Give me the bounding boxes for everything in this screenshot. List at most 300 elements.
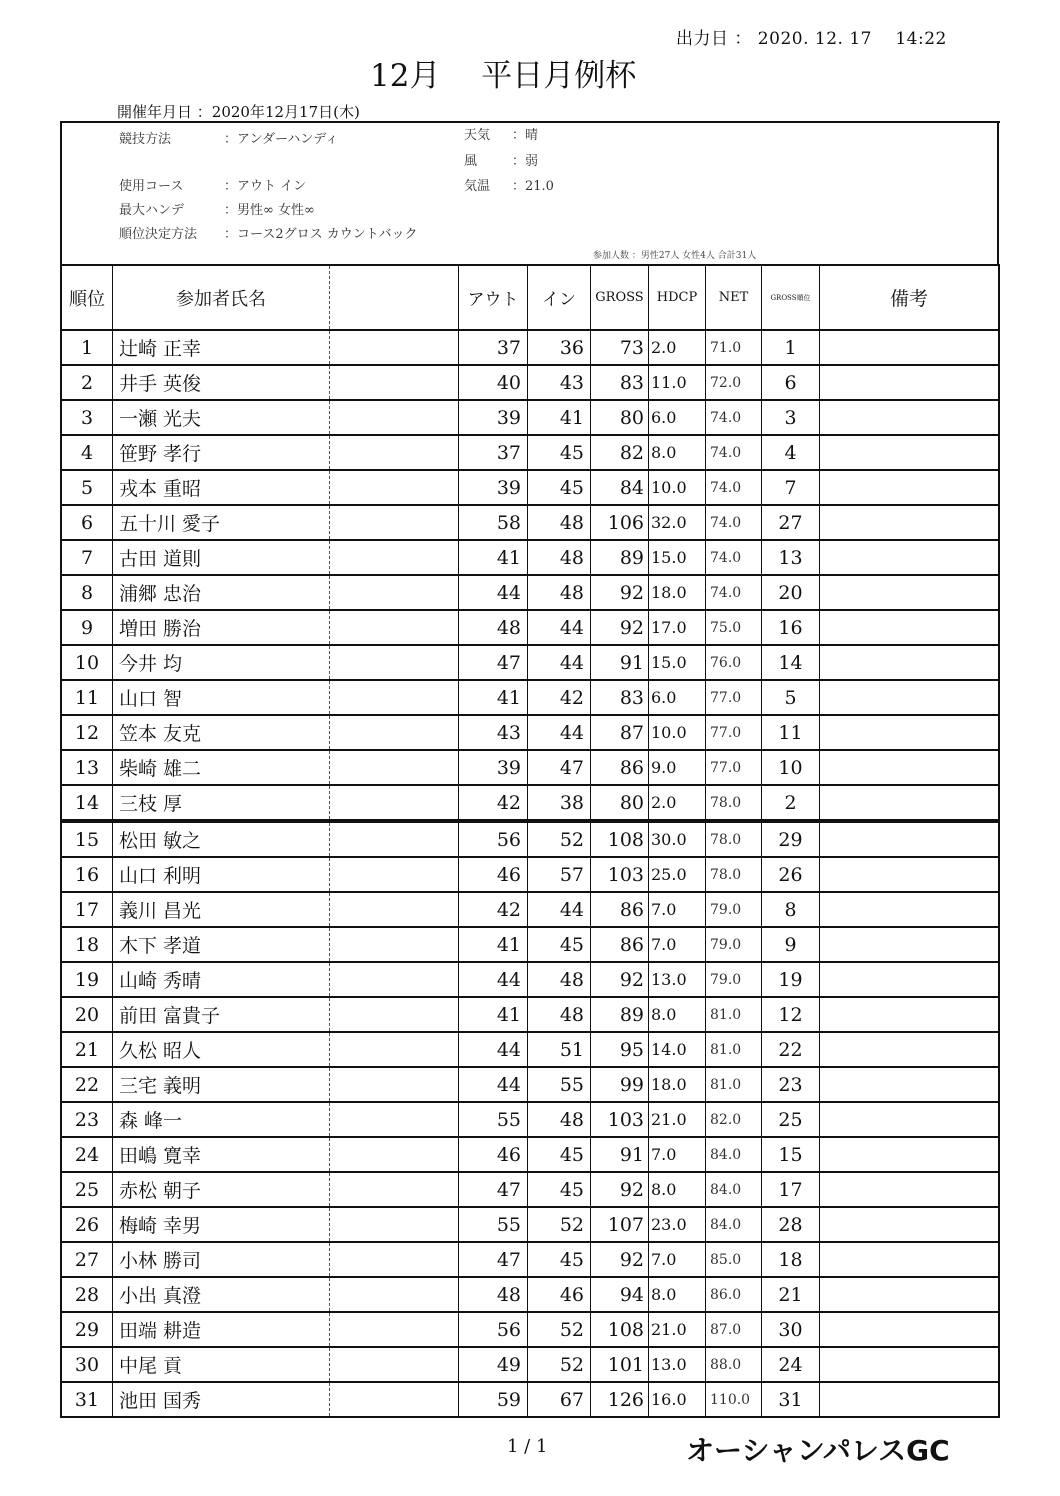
cell-name: 今井 均 xyxy=(113,645,330,680)
cell-gross: 86 xyxy=(591,750,649,785)
cell-rank: 11 xyxy=(61,680,113,715)
cell-rank: 1 xyxy=(61,330,113,365)
cell-hdcp: 21.0 xyxy=(649,1312,706,1347)
cell-net: 75.0 xyxy=(706,610,762,645)
cell-net: 85.0 xyxy=(706,1242,762,1277)
cell-net: 77.0 xyxy=(706,715,762,750)
event-date-value: ：2020年12月17日(木) xyxy=(196,103,360,121)
cell-out: 46 xyxy=(459,857,528,892)
cell-gross: 80 xyxy=(591,785,649,821)
cell-net: 71.0 xyxy=(706,330,762,365)
col-header-in: イン xyxy=(528,265,591,330)
cell-in: 48 xyxy=(528,997,591,1032)
cell-gross-rank: 19 xyxy=(762,962,820,997)
cell-in: 44 xyxy=(528,645,591,680)
cell-out: 49 xyxy=(459,1347,528,1382)
cell-net: 79.0 xyxy=(706,892,762,927)
table-row xyxy=(61,505,999,540)
cell-out: 48 xyxy=(459,1277,528,1312)
cell-spacer xyxy=(330,857,459,892)
cell-gross: 95 xyxy=(591,1032,649,1067)
cell-spacer xyxy=(330,540,459,575)
cell-name: 浦郷 忠治 xyxy=(113,575,330,610)
weather-temperature xyxy=(464,175,554,194)
cell-in: 45 xyxy=(528,435,591,470)
cell-out: 37 xyxy=(459,435,528,470)
cell-gross-rank: 26 xyxy=(762,857,820,892)
cell-hdcp: 7.0 xyxy=(649,927,706,962)
cell-hdcp: 32.0 xyxy=(649,505,706,540)
col-header-net: NET xyxy=(706,265,762,330)
table-row xyxy=(61,1347,999,1382)
cell-net: 82.0 xyxy=(706,1102,762,1137)
cell-gross-rank: 30 xyxy=(762,1312,820,1347)
cell-net: 74.0 xyxy=(706,505,762,540)
cell-in: 67 xyxy=(528,1382,591,1417)
cell-rank: 10 xyxy=(61,645,113,680)
cell-note xyxy=(820,857,1000,892)
cell-gross-rank: 12 xyxy=(762,997,820,1032)
info-ranking-method xyxy=(119,223,418,242)
cell-in: 52 xyxy=(528,821,591,857)
cell-hdcp: 25.0 xyxy=(649,857,706,892)
info-label: 順位決定方法 xyxy=(119,227,198,242)
cell-rank: 27 xyxy=(61,1242,113,1277)
cell-out: 47 xyxy=(459,1242,528,1277)
table-row xyxy=(61,1102,999,1137)
cell-note xyxy=(820,1207,1000,1242)
table-row xyxy=(61,1137,999,1172)
cell-gross: 87 xyxy=(591,715,649,750)
cell-net: 79.0 xyxy=(706,962,762,997)
col-header-gross: GROSS xyxy=(591,265,649,330)
cell-in: 52 xyxy=(528,1207,591,1242)
cell-in: 51 xyxy=(528,1032,591,1067)
cell-hdcp: 7.0 xyxy=(649,1137,706,1172)
cell-hdcp: 13.0 xyxy=(649,962,706,997)
cell-spacer xyxy=(330,505,459,540)
cell-note xyxy=(820,575,1000,610)
cell-gross-rank: 16 xyxy=(762,610,820,645)
cell-gross: 91 xyxy=(591,1137,649,1172)
cell-note xyxy=(820,1382,1000,1417)
cell-note xyxy=(820,540,1000,575)
cell-rank: 22 xyxy=(61,1067,113,1102)
cell-spacer xyxy=(330,330,459,365)
cell-out: 42 xyxy=(459,785,528,821)
competition-info-box xyxy=(60,121,999,265)
cell-name: 赤松 朝子 xyxy=(113,1172,330,1207)
cell-rank: 3 xyxy=(61,400,113,435)
cell-gross-rank: 8 xyxy=(762,892,820,927)
cell-note xyxy=(820,821,1000,857)
cell-spacer xyxy=(330,435,459,470)
info-value: ：コース2グロス カウントバック xyxy=(224,227,418,242)
table-row xyxy=(61,1067,999,1102)
event-date-label: 開催年月日 xyxy=(117,103,193,121)
cell-note xyxy=(820,1242,1000,1277)
col-header-name: 参加者氏名 xyxy=(113,265,330,330)
cell-gross: 92 xyxy=(591,610,649,645)
weather-wind xyxy=(464,150,538,169)
cell-gross-rank: 10 xyxy=(762,750,820,785)
cell-gross-rank: 17 xyxy=(762,1172,820,1207)
weather-label: 風 xyxy=(464,154,478,169)
cell-name: 木下 孝道 xyxy=(113,927,330,962)
cell-in: 45 xyxy=(528,470,591,505)
table-row xyxy=(61,365,999,400)
cell-rank: 20 xyxy=(61,997,113,1032)
cell-hdcp: 11.0 xyxy=(649,365,706,400)
cell-note xyxy=(820,1137,1000,1172)
cell-spacer xyxy=(330,645,459,680)
cell-out: 40 xyxy=(459,365,528,400)
cell-hdcp: 6.0 xyxy=(649,680,706,715)
cell-gross: 86 xyxy=(591,892,649,927)
cell-out: 41 xyxy=(459,997,528,1032)
cell-name: 久松 昭人 xyxy=(113,1032,330,1067)
cell-out: 41 xyxy=(459,927,528,962)
cell-net: 74.0 xyxy=(706,575,762,610)
cell-in: 44 xyxy=(528,715,591,750)
cell-rank: 7 xyxy=(61,540,113,575)
cell-net: 72.0 xyxy=(706,365,762,400)
cell-note xyxy=(820,927,1000,962)
cell-rank: 6 xyxy=(61,505,113,540)
cell-in: 44 xyxy=(528,610,591,645)
weather-label: 気温 xyxy=(464,179,491,194)
cell-gross: 82 xyxy=(591,435,649,470)
cell-gross: 89 xyxy=(591,997,649,1032)
cell-name: 笠本 友克 xyxy=(113,715,330,750)
cell-in: 52 xyxy=(528,1312,591,1347)
cell-gross-rank: 6 xyxy=(762,365,820,400)
cell-spacer xyxy=(330,610,459,645)
cell-rank: 31 xyxy=(61,1382,113,1417)
weather-value: ：弱 xyxy=(512,154,539,169)
cell-spacer xyxy=(330,470,459,505)
cell-in: 36 xyxy=(528,330,591,365)
cell-hdcp: 18.0 xyxy=(649,575,706,610)
cell-net: 84.0 xyxy=(706,1137,762,1172)
cell-gross: 108 xyxy=(591,1312,649,1347)
cell-net: 81.0 xyxy=(706,1032,762,1067)
cell-hdcp: 8.0 xyxy=(649,435,706,470)
table-row xyxy=(61,785,999,821)
cell-gross-rank: 20 xyxy=(762,575,820,610)
cell-hdcp: 2.0 xyxy=(649,785,706,821)
cell-note xyxy=(820,680,1000,715)
cell-hdcp: 6.0 xyxy=(649,400,706,435)
cell-name: 田嶋 寛幸 xyxy=(113,1137,330,1172)
cell-note xyxy=(820,610,1000,645)
col-header-hdcp: HDCP xyxy=(649,265,706,330)
cell-net: 110.0 xyxy=(706,1382,762,1417)
cell-spacer xyxy=(330,575,459,610)
cell-gross: 103 xyxy=(591,857,649,892)
cell-gross-rank: 27 xyxy=(762,505,820,540)
table-row xyxy=(61,645,999,680)
cell-note xyxy=(820,505,1000,540)
col-header-out: アウト xyxy=(459,265,528,330)
cell-in: 48 xyxy=(528,540,591,575)
cell-rank: 23 xyxy=(61,1102,113,1137)
cell-rank: 4 xyxy=(61,435,113,470)
cell-out: 44 xyxy=(459,575,528,610)
table-row xyxy=(61,575,999,610)
info-label: 競技方法 xyxy=(119,132,172,147)
cell-rank: 9 xyxy=(61,610,113,645)
cell-spacer xyxy=(330,1312,459,1347)
cell-in: 45 xyxy=(528,1172,591,1207)
cell-rank: 21 xyxy=(61,1032,113,1067)
cell-out: 44 xyxy=(459,1067,528,1102)
cell-note xyxy=(820,400,1000,435)
cell-gross: 92 xyxy=(591,575,649,610)
cell-name: 戎本 重昭 xyxy=(113,470,330,505)
cell-in: 42 xyxy=(528,680,591,715)
cell-rank: 24 xyxy=(61,1137,113,1172)
cell-note xyxy=(820,785,1000,821)
cell-gross-rank: 11 xyxy=(762,715,820,750)
cell-gross-rank: 22 xyxy=(762,1032,820,1067)
table-row xyxy=(61,435,999,470)
cell-gross-rank: 15 xyxy=(762,1137,820,1172)
output-date: 出力日 ： 2020. 12. 17 14:22 xyxy=(676,29,947,49)
cell-out: 56 xyxy=(459,1312,528,1347)
cell-out: 46 xyxy=(459,1137,528,1172)
cell-rank: 14 xyxy=(61,785,113,821)
cell-out: 56 xyxy=(459,821,528,857)
cell-note xyxy=(820,645,1000,680)
cell-gross-rank: 28 xyxy=(762,1207,820,1242)
info-value: ：アウト イン xyxy=(224,179,307,194)
page-title: 12月 平日月例杯 xyxy=(370,58,637,94)
cell-gross-rank: 3 xyxy=(762,400,820,435)
table-row xyxy=(61,1172,999,1207)
cell-net: 76.0 xyxy=(706,645,762,680)
col-header-gross-rank: GROSS順位 xyxy=(762,265,820,330)
cell-gross: 80 xyxy=(591,400,649,435)
cell-gross-rank: 25 xyxy=(762,1102,820,1137)
cell-spacer xyxy=(330,1207,459,1242)
cell-out: 55 xyxy=(459,1102,528,1137)
cell-hdcp: 13.0 xyxy=(649,1347,706,1382)
cell-gross-rank: 4 xyxy=(762,435,820,470)
col-header-rank: 順位 xyxy=(61,265,113,330)
cell-note xyxy=(820,330,1000,365)
cell-note xyxy=(820,750,1000,785)
table-row xyxy=(61,330,999,365)
table-row xyxy=(61,610,999,645)
cell-spacer xyxy=(330,1277,459,1312)
cell-out: 37 xyxy=(459,330,528,365)
cell-name: 一瀬 光夫 xyxy=(113,400,330,435)
cell-hdcp: 8.0 xyxy=(649,1172,706,1207)
cell-spacer xyxy=(330,1102,459,1137)
cell-out: 48 xyxy=(459,610,528,645)
cell-in: 46 xyxy=(528,1277,591,1312)
table-row xyxy=(61,857,999,892)
cell-gross: 126 xyxy=(591,1382,649,1417)
page-number: 1 / 1 xyxy=(507,1436,548,1457)
cell-net: 88.0 xyxy=(706,1347,762,1382)
cell-hdcp: 18.0 xyxy=(649,1067,706,1102)
cell-in: 43 xyxy=(528,365,591,400)
cell-in: 38 xyxy=(528,785,591,821)
cell-spacer xyxy=(330,680,459,715)
cell-out: 55 xyxy=(459,1207,528,1242)
cell-note xyxy=(820,365,1000,400)
cell-spacer xyxy=(330,785,459,821)
cell-gross-rank: 18 xyxy=(762,1242,820,1277)
cell-hdcp: 15.0 xyxy=(649,540,706,575)
cell-gross-rank: 29 xyxy=(762,821,820,857)
cell-net: 87.0 xyxy=(706,1312,762,1347)
cell-name: 井手 英俊 xyxy=(113,365,330,400)
cell-gross: 107 xyxy=(591,1207,649,1242)
cell-rank: 29 xyxy=(61,1312,113,1347)
cell-out: 59 xyxy=(459,1382,528,1417)
cell-name: 義川 昌光 xyxy=(113,892,330,927)
cell-gross-rank: 9 xyxy=(762,927,820,962)
cell-spacer xyxy=(330,1172,459,1207)
cell-in: 48 xyxy=(528,575,591,610)
cell-note xyxy=(820,892,1000,927)
cell-gross-rank: 2 xyxy=(762,785,820,821)
cell-name: 増田 勝治 xyxy=(113,610,330,645)
cell-hdcp: 2.0 xyxy=(649,330,706,365)
table-row xyxy=(61,1032,999,1067)
cell-in: 48 xyxy=(528,505,591,540)
table-row xyxy=(61,962,999,997)
cell-out: 39 xyxy=(459,470,528,505)
cell-hdcp: 10.0 xyxy=(649,715,706,750)
cell-gross: 108 xyxy=(591,821,649,857)
cell-net: 74.0 xyxy=(706,435,762,470)
cell-hdcp: 14.0 xyxy=(649,1032,706,1067)
cell-gross: 91 xyxy=(591,645,649,680)
cell-gross-rank: 1 xyxy=(762,330,820,365)
cell-rank: 5 xyxy=(61,470,113,505)
cell-note xyxy=(820,1347,1000,1382)
cell-note xyxy=(820,470,1000,505)
table-row xyxy=(61,1382,999,1417)
cell-spacer xyxy=(330,1137,459,1172)
cell-spacer xyxy=(330,892,459,927)
cell-spacer xyxy=(330,1032,459,1067)
cell-out: 39 xyxy=(459,750,528,785)
cell-rank: 2 xyxy=(61,365,113,400)
cell-spacer xyxy=(330,962,459,997)
cell-name: 山口 利明 xyxy=(113,857,330,892)
cell-rank: 17 xyxy=(61,892,113,927)
weather-label: 天気 xyxy=(464,128,491,143)
cell-rank: 12 xyxy=(61,715,113,750)
cell-in: 48 xyxy=(528,1102,591,1137)
cell-out: 47 xyxy=(459,1172,528,1207)
results-body xyxy=(61,330,999,1417)
cell-hdcp: 9.0 xyxy=(649,750,706,785)
cell-name: 中尾 貢 xyxy=(113,1347,330,1382)
cell-gross: 83 xyxy=(591,680,649,715)
cell-name: 松田 敏之 xyxy=(113,821,330,857)
cell-name: 五十川 愛子 xyxy=(113,505,330,540)
cell-out: 41 xyxy=(459,540,528,575)
info-course xyxy=(119,175,306,194)
cell-net: 74.0 xyxy=(706,540,762,575)
cell-hdcp: 8.0 xyxy=(649,997,706,1032)
cell-gross: 101 xyxy=(591,1347,649,1382)
col-header-note: 備考 xyxy=(820,265,1000,330)
cell-out: 43 xyxy=(459,715,528,750)
info-value: ：男性∞ 女性∞ xyxy=(224,203,315,218)
results-table xyxy=(60,264,1000,1418)
cell-note xyxy=(820,1067,1000,1102)
cell-rank: 25 xyxy=(61,1172,113,1207)
cell-gross: 92 xyxy=(591,1172,649,1207)
table-row xyxy=(61,715,999,750)
cell-name: 三宅 義明 xyxy=(113,1067,330,1102)
cell-rank: 18 xyxy=(61,927,113,962)
cell-rank: 13 xyxy=(61,750,113,785)
table-row xyxy=(61,540,999,575)
cell-spacer xyxy=(330,1067,459,1102)
cell-net: 77.0 xyxy=(706,750,762,785)
cell-note xyxy=(820,1277,1000,1312)
cell-note xyxy=(820,715,1000,750)
table-row xyxy=(61,1312,999,1347)
cell-out: 42 xyxy=(459,892,528,927)
cell-name: 小林 勝司 xyxy=(113,1242,330,1277)
cell-note xyxy=(820,997,1000,1032)
cell-net: 81.0 xyxy=(706,997,762,1032)
cell-note xyxy=(820,962,1000,997)
club-name: オーシャンパレスGC xyxy=(686,1434,950,1467)
cell-rank: 19 xyxy=(61,962,113,997)
cell-gross-rank: 14 xyxy=(762,645,820,680)
cell-out: 44 xyxy=(459,1032,528,1067)
cell-spacer xyxy=(330,365,459,400)
cell-out: 44 xyxy=(459,962,528,997)
cell-net: 74.0 xyxy=(706,470,762,505)
cell-rank: 16 xyxy=(61,857,113,892)
cell-hdcp: 8.0 xyxy=(649,1277,706,1312)
cell-gross: 103 xyxy=(591,1102,649,1137)
cell-net: 81.0 xyxy=(706,1067,762,1102)
info-label: 最大ハンデ xyxy=(119,203,185,218)
weather-condition xyxy=(464,124,538,143)
cell-spacer xyxy=(330,997,459,1032)
cell-net: 78.0 xyxy=(706,821,762,857)
cell-gross: 84 xyxy=(591,470,649,505)
cell-spacer xyxy=(330,1382,459,1417)
cell-hdcp: 17.0 xyxy=(649,610,706,645)
participant-count: 参加人数 ：男性27人 女性4人 合計31人 xyxy=(593,251,757,261)
cell-hdcp: 23.0 xyxy=(649,1207,706,1242)
cell-gross: 106 xyxy=(591,505,649,540)
cell-in: 45 xyxy=(528,1242,591,1277)
table-row xyxy=(61,400,999,435)
cell-in: 55 xyxy=(528,1067,591,1102)
cell-spacer xyxy=(330,927,459,962)
cell-hdcp: 10.0 xyxy=(649,470,706,505)
info-competition-method xyxy=(119,128,338,147)
cell-net: 78.0 xyxy=(706,785,762,821)
cell-in: 45 xyxy=(528,1137,591,1172)
cell-name: 古田 道則 xyxy=(113,540,330,575)
cell-in: 48 xyxy=(528,962,591,997)
